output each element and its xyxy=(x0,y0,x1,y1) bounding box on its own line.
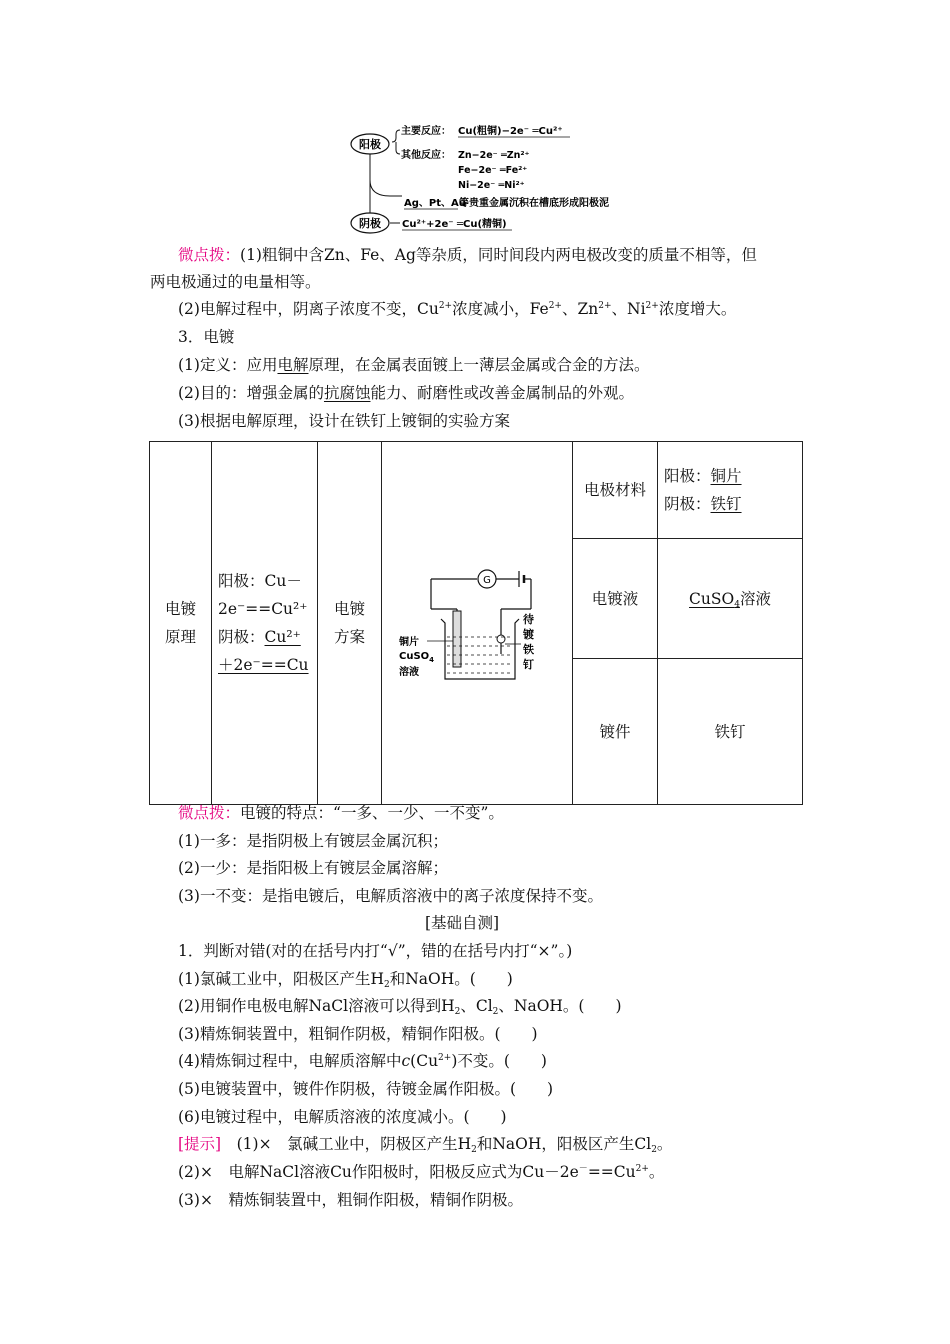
workpiece-cell: 铁钉 xyxy=(658,659,803,805)
tip2-item-2: (2)一少：是指阳极上有镀层金属溶解； xyxy=(178,859,448,877)
electrode-material-cell: 阳极：铜片 阴极：铁钉 xyxy=(658,442,803,539)
bath-label: 电镀液 xyxy=(573,539,658,659)
bath-cell: CuSO$_4$溶液 xyxy=(658,539,803,659)
anode-label: 阳极 xyxy=(359,138,381,151)
answer-3: (3)× 精炼铜装置中，粗铜作阳极，精铜作阴极。 xyxy=(178,1191,523,1209)
cathode-eq: Cu²⁺+2e⁻ ═Cu(精铜) xyxy=(402,219,507,230)
selftest-item-1: (1)氯碱工业中，阳极区产生$H_2$和NaOH。( ) xyxy=(178,970,513,990)
selftest-item-4: (4)精炼铜过程中，电解质溶解中$c(Cu^{2+})$不变。( ) xyxy=(178,1052,547,1070)
other-eq-fe: Fe−2e⁻ ═Fe²⁺ xyxy=(458,165,528,176)
electrorefining-diagram xyxy=(340,120,660,240)
noble-metals: Ag、Pt、Au xyxy=(404,198,466,209)
principle-cell: 阳极：Cu－ 2e⁻==Cu²⁺ 阴极：Cu²⁺ ＋2e⁻==Cu xyxy=(212,442,318,805)
nail-label-3: 铁 xyxy=(523,642,534,656)
answer-1: [提示] (1)× 氯碱工业中，阴极区产生$H_2$和NaOH，阳极区产生$Cl_2$。 xyxy=(178,1135,673,1155)
section3-title: 3．电镀 xyxy=(178,328,235,346)
apparatus-figure-cell xyxy=(382,442,573,805)
workpiece-label: 镀件 xyxy=(573,659,658,805)
cathode-label: 阴极 xyxy=(359,217,381,230)
tip1-line xyxy=(178,245,757,265)
tip1-label: 微点拨： xyxy=(178,246,241,264)
tip1-text: (1)粗铜中含Zn、Fe、Ag等杂质，同时间段内两电极改变的质量不相等，但 xyxy=(240,246,757,264)
main-reaction-label: 主要反应： xyxy=(401,126,451,137)
tip1-item2: (2)电解过程中，阴离子浓度不变，$Cu^{2+}$浓度减小，$Fe^{2+}$、$Zn^{2+}$、$Ni^{2+}$浓度增大。 xyxy=(178,300,737,318)
plating-apparatus xyxy=(397,549,557,689)
other-reaction-label: 其他反应： xyxy=(401,150,451,161)
electrode-material-label: 电极材料 xyxy=(573,442,658,539)
plating-purpose: (2)目的：增强金属的抗腐蚀能力、耐磨性或改善金属制品的外观。 xyxy=(178,384,634,402)
copper-plate xyxy=(453,611,461,667)
selftest-item-5: (5)电镀装置中，镀件作阴极，待镀金属作阳极。( ) xyxy=(178,1080,554,1098)
selftest-item-3: (3)精炼铜装置中，粗铜作阴极，精铜作阳极。( ) xyxy=(178,1025,538,1043)
plating-definition: (1)定义：应用电解原理，在金属表面镀上一薄层金属或合金的方法。 xyxy=(178,356,650,374)
anode-mud-note: 等贵重金属沉积在槽底形成阳极泥 xyxy=(459,198,609,209)
selftest-q1: 1．判断对错(对的在括号内打“√”，错的在括号内打“×”。) xyxy=(178,942,573,960)
answer-2: (2)× 电解NaCl溶液Cu作阳极时，阳极反应式为$Cu-2e^-==Cu^{2+}$。 xyxy=(178,1163,665,1181)
hint-label: [提示] xyxy=(178,1135,222,1153)
nail-label-1: 待 xyxy=(523,612,534,626)
nail-head xyxy=(497,635,505,643)
solution-label: 溶液 xyxy=(399,666,419,678)
principle-label-cell: 电镀 原理 xyxy=(150,442,212,805)
nail-label-2: 镀 xyxy=(523,627,534,641)
nail-label-4: 钉 xyxy=(523,657,534,671)
selftest-item-2: (2)用铜作电极电解NaCl溶液可以得到$H_2$、$Cl_2$、NaOH。( ) xyxy=(178,997,622,1017)
cuso4-label: CuSO$_4$ xyxy=(399,650,435,664)
other-eq-zn: Zn−2e⁻ ═Zn²⁺ xyxy=(458,150,530,161)
other-eq-ni: Ni−2e⁻ ═Ni²⁺ xyxy=(458,180,525,191)
tip2-item-3: (3)一不变：是指电镀后，电解质溶液中的离子浓度保持不变。 xyxy=(178,887,603,905)
main-reaction-eq: Cu(粗铜)−2e⁻ ═Cu²⁺ xyxy=(458,126,563,137)
tip2-item-1: (1)一多：是指阴极上有镀层金属沉积； xyxy=(178,832,448,850)
selftest-item-6: (6)电镀过程中，电解质溶液的浓度减小。( ) xyxy=(178,1108,507,1126)
scheme-label-cell: 电镀 方案 xyxy=(318,442,382,805)
tip1-cont: 两电极通过的电量相等。 xyxy=(150,273,321,291)
plating-design: (3)根据电解原理，设计在铁钉上镀铜的实验方案 xyxy=(178,412,510,430)
svg-text:G: G xyxy=(483,574,491,586)
plating-table xyxy=(149,441,803,805)
tip2-line: 微点拨：电镀的特点：“一多、一少、一不变”。 xyxy=(178,804,504,822)
selftest-heading: [基础自测] xyxy=(425,914,500,932)
copper-label: 铜片 xyxy=(399,636,419,648)
